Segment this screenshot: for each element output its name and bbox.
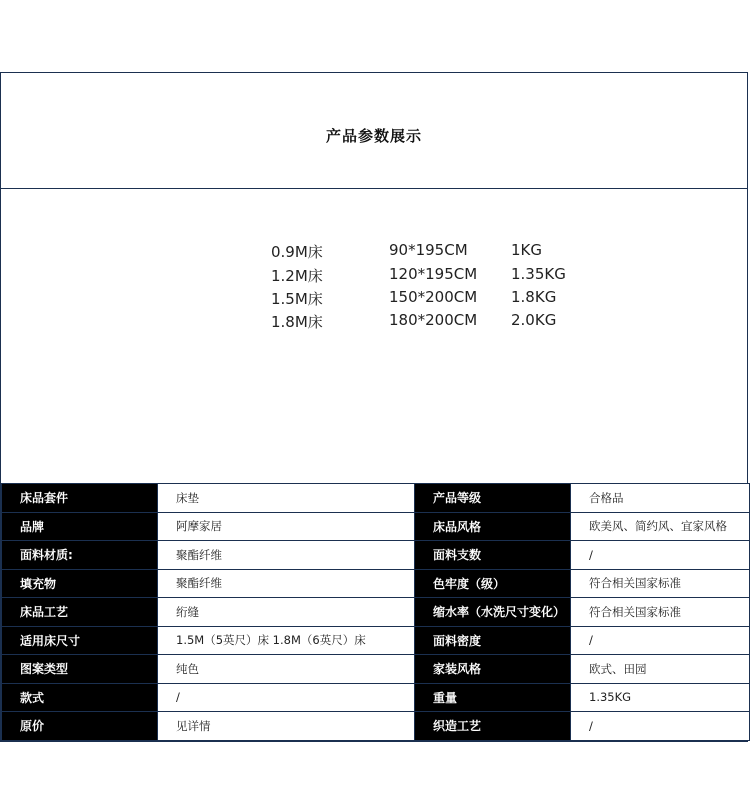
table-row [2, 683, 750, 712]
param-value: 欧式、田园 [571, 655, 750, 684]
size-row [1, 265, 747, 287]
title-band [1, 73, 747, 189]
weight: 1KG [511, 241, 543, 259]
size-row [1, 241, 747, 263]
bed-size: 1.8M床 [271, 313, 323, 331]
param-value: / [571, 626, 750, 655]
param-value: 纯色 [158, 655, 415, 684]
table-row [2, 598, 750, 627]
param-label: 款式 [2, 683, 158, 712]
params-table [1, 483, 750, 741]
param-label: 填充物 [2, 569, 158, 598]
weight: 1.35KG [511, 265, 566, 283]
table-row [2, 512, 750, 541]
param-value: 欧美风、简约风、宜家风格 [571, 512, 750, 541]
table-row [2, 569, 750, 598]
param-value: 聚酯纤维 [158, 541, 415, 570]
weight: 2.0KG [511, 311, 557, 329]
param-value: 符合相关国家标准 [571, 569, 750, 598]
param-value: 阿摩家居 [158, 512, 415, 541]
dimension: 120*195CM [389, 265, 478, 283]
weight: 1.8KG [511, 288, 557, 306]
table-row [2, 541, 750, 570]
param-label: 床品工艺 [2, 598, 158, 627]
param-value: / [571, 712, 750, 741]
param-label: 床品风格 [415, 512, 571, 541]
param-value: 1.35KG [571, 683, 750, 712]
param-label: 面料密度 [415, 626, 571, 655]
size-row [1, 311, 747, 333]
param-value: 见详情 [158, 712, 415, 741]
table-row [2, 655, 750, 684]
param-value: 聚酯纤维 [158, 569, 415, 598]
dimension: 150*200CM [389, 288, 478, 306]
param-value: 床垫 [158, 484, 415, 513]
param-label: 品牌 [2, 512, 158, 541]
param-label: 缩水率（水洗尺寸变化） [415, 598, 571, 627]
param-label: 重量 [415, 683, 571, 712]
param-label: 图案类型 [2, 655, 158, 684]
param-value: 绗缝 [158, 598, 415, 627]
bed-size: 1.5M床 [271, 290, 323, 308]
page-title: 产品参数展示 [325, 127, 422, 145]
param-label: 家装风格 [415, 655, 571, 684]
param-value: 合格品 [571, 484, 750, 513]
bed-size: 0.9M床 [271, 243, 323, 261]
param-label: 产品等级 [415, 484, 571, 513]
param-label: 织造工艺 [415, 712, 571, 741]
param-label: 面料材质: [2, 541, 158, 570]
table-row [2, 712, 750, 741]
param-value: 1.5M（5英尺）床 1.8M（6英尺）床 [158, 626, 415, 655]
param-label: 色牢度（级） [415, 569, 571, 598]
param-value: / [571, 541, 750, 570]
size-row [1, 288, 747, 310]
param-value: / [158, 683, 415, 712]
table-row [2, 626, 750, 655]
dimension: 180*200CM [389, 311, 478, 329]
param-label: 床品套件 [2, 484, 158, 513]
param-label: 适用床尺寸 [2, 626, 158, 655]
table-row [2, 484, 750, 513]
product-params-panel [0, 72, 748, 742]
param-label: 面料支数 [415, 541, 571, 570]
dimension: 90*195CM [389, 241, 468, 259]
param-value: 符合相关国家标准 [571, 598, 750, 627]
bed-size: 1.2M床 [271, 267, 323, 285]
param-label: 原价 [2, 712, 158, 741]
